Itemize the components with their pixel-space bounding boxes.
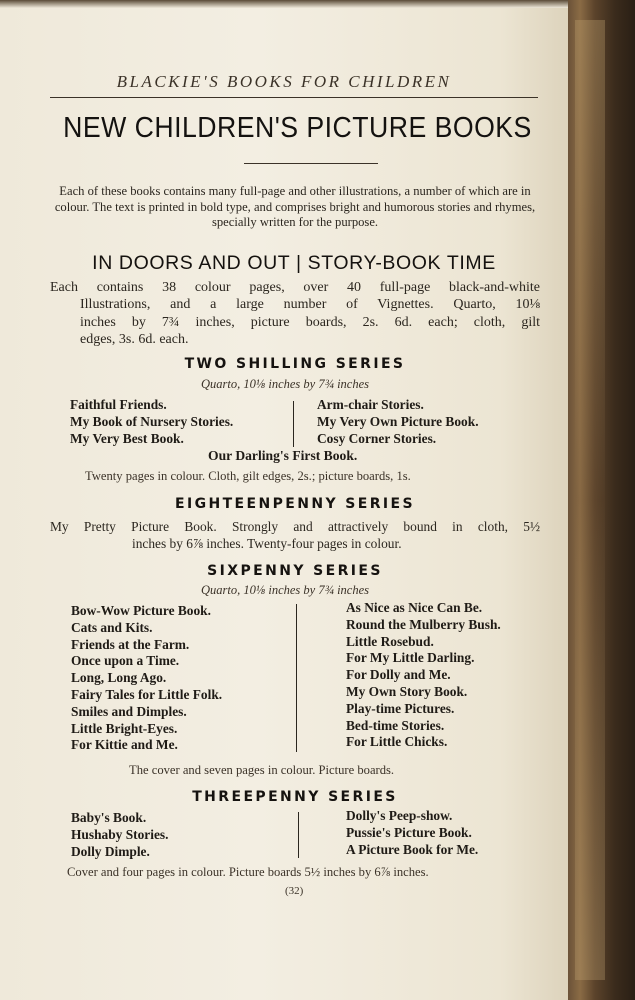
list-item: Hushaby Stories. <box>71 826 169 842</box>
list-item: For My Little Darling. <box>346 650 475 666</box>
description-line-2: Illustrations, and a large number of Vignettes. Quarto, 10⅛ <box>80 297 540 313</box>
page-number: (32) <box>285 885 304 897</box>
list-item: My Very Best Book. <box>70 430 184 446</box>
sixpenny-right-list <box>346 600 501 751</box>
list-item: Bed-time Stories. <box>346 717 445 733</box>
list-item: Play-time Pictures. <box>346 700 455 716</box>
list-item: Once upon a Time. <box>71 653 180 669</box>
threepenny-left-list <box>71 810 168 860</box>
list-item: For Kittie and Me. <box>71 737 178 753</box>
threepenny-note: Cover and four pages in colour. Picture boards 5½ inches by 6⅞ inches. <box>67 865 429 879</box>
intro-paragraph: Each of these books contains many full-page and other illustrations, a number of which are in colour. The text is printed in bold type, and comprises bright and humorous stories and rhymes, specially written for the purpose. <box>54 184 536 229</box>
list-item: Round the Mulberry Bush. <box>346 616 501 632</box>
threepenny-right-list <box>346 808 478 858</box>
list-item: Dolly's Peep-show. <box>346 808 453 823</box>
sixpenny-note: The cover and seven pages in colour. Picture boards. <box>129 763 395 777</box>
list-item: Cosy Corner Stories. <box>317 430 437 446</box>
list-item: My Own Story Book. <box>346 683 468 699</box>
list-item: Friends at the Farm. <box>71 636 190 652</box>
section-heading: IN DOORS AND OUT | STORY-BOOK TIME <box>92 252 496 274</box>
two-shilling-note: Twenty pages in colour. Cloth, gilt edges, 2s.; picture boards, 1s. <box>85 469 411 483</box>
list-item: Pussie's Picture Book. <box>346 824 472 840</box>
two-shilling-left-list <box>70 397 233 447</box>
top-rule <box>50 97 538 98</box>
sixpenny-left-list <box>71 603 222 754</box>
column-divider <box>298 812 299 858</box>
list-item: Bow-Wow Picture Book. <box>71 603 211 618</box>
page-title: NEW CHILDREN'S PICTURE BOOKS <box>63 112 532 144</box>
eighteenpenny-line-1: My Pretty Picture Book. Strongly and attractively bound in cloth, 5½ <box>50 519 540 534</box>
list-item: My Book of Nursery Stories. <box>70 413 234 429</box>
list-item: My Very Own Picture Book. <box>317 413 479 429</box>
list-item: A Picture Book for Me. <box>346 841 479 857</box>
list-item: Little Rosebud. <box>346 633 434 649</box>
list-item: Baby's Book. <box>71 810 147 825</box>
description-line-3: inches by 7¾ inches, picture boards, 2s. 6d. each; cloth, gilt <box>80 314 540 330</box>
eighteenpenny-line-2: inches by 6⅞ inches. Twenty-four pages in colour. <box>132 536 402 551</box>
sixpenny-heading: SIXPENNY SERIES <box>207 563 383 579</box>
list-item: Arm-chair Stories. <box>317 397 424 412</box>
list-item: As Nice as Nice Can Be. <box>346 600 483 615</box>
eighteenpenny-paragraph <box>50 518 540 552</box>
list-item: Cats and Kits. <box>71 619 153 635</box>
list-item: Faithful Friends. <box>70 397 167 412</box>
threepenny-heading: THREEPENNY SERIES <box>192 789 398 805</box>
two-shilling-center-title: Our Darling's First Book. <box>208 448 358 463</box>
two-shilling-right-list <box>317 397 479 447</box>
list-item: For Dolly and Me. <box>346 667 451 683</box>
page-top-shadow <box>0 0 568 8</box>
list-item: Smiles and Dimples. <box>71 703 187 719</box>
list-item: Fairy Tales for Little Folk. <box>71 686 223 702</box>
description-line-4: edges, 3s. 6d. each. <box>80 331 189 347</box>
list-item: Dolly Dimple. <box>71 843 150 859</box>
list-item: Long, Long Ago. <box>71 670 167 686</box>
column-divider <box>293 401 294 447</box>
running-head: BLACKIE'S BOOKS FOR CHILDREN <box>116 72 452 91</box>
list-item: For Little Chicks. <box>346 734 448 750</box>
two-shilling-heading: TWO SHILLING SERIES <box>184 356 406 372</box>
column-divider <box>296 604 297 752</box>
sixpenny-sub: Quarto, 10⅛ inches by 7¾ inches <box>200 583 370 597</box>
title-rule <box>244 163 378 164</box>
description-paragraph <box>50 279 540 348</box>
eighteenpenny-heading: EIGHTEENPENNY SERIES <box>175 496 415 512</box>
description-line-1: Each contains 38 colour pages, over 40 full-page black-and-white <box>50 280 540 295</box>
two-shilling-sub: Quarto, 10⅛ inches by 7¾ inches <box>200 377 370 391</box>
list-item: Little Bright-Eyes. <box>71 720 178 736</box>
